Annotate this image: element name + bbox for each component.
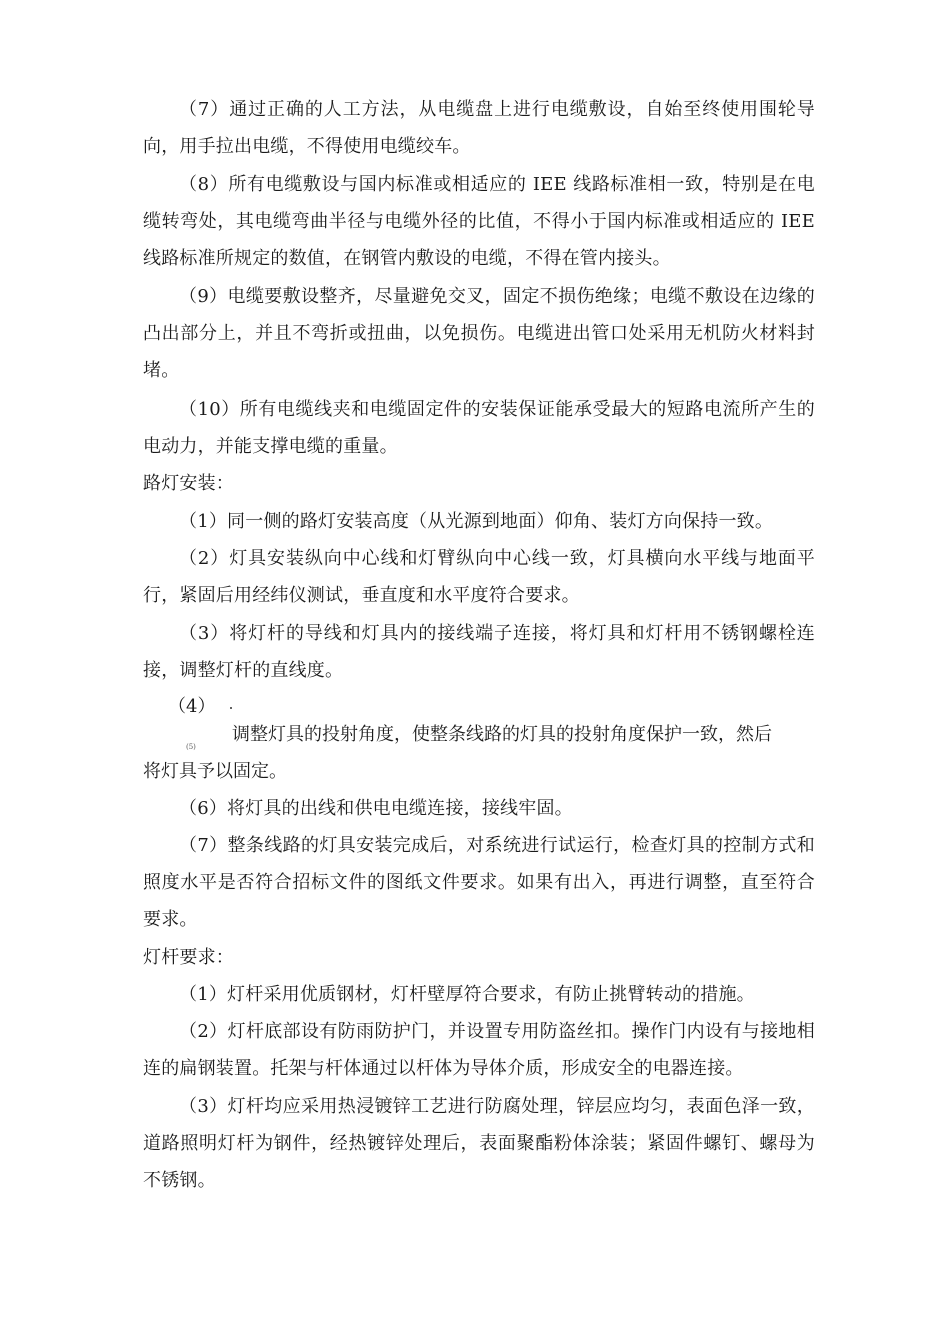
pole-step-3: （3）灯杆均应采用热浸镀锌工艺进行防腐处理，锌层应均匀，表面色泽一致，道路照明灯杆为钢件，经热镀锌处理后，表面聚酯粉体涂装；紧固件螺钉、螺母为不锈钢。 [143, 1096, 815, 1191]
lamp-step-4-number: （4） [168, 696, 216, 717]
stray-dot-mark [230, 707, 232, 709]
lamp-step-2: （2）灯具安装纵向中心线和灯臂纵向中心线一致，灯具横向水平线与地面平行，紧固后用经纬仪测试，垂直度和水平度符合要求。 [143, 548, 815, 606]
section-heading-lamp-install: 路灯安装： [143, 473, 234, 494]
lamp-step-5-small-mark: (5) [186, 743, 196, 751]
lamp-step-6: （6）将灯具的出线和供电电缆连接，接线牢固。 [179, 798, 573, 819]
paragraph-cable-7: （7）通过正确的人工方法，从电缆盘上进行电缆敷设，自始至终使用围轮导向，用手拉出电缆，不得使用电缆绞车。 [143, 99, 815, 157]
pole-step-2: （2）灯杆底部设有防雨防护门，并设置专用防盗丝扣。操作门内设有与接地相连的扁钢装置。托架与杆体通过以杆体为导体介质，形成安全的电器连接。 [143, 1021, 815, 1079]
paragraph-cable-9: （9）电缆要敷设整齐，尽量避免交叉，固定不损伤绝缘；电缆不敷设在边缘的凸出部分上，并且不弯折或扭曲，以免损伤。电缆进出管口处采用无机防火材料封堵。 [143, 286, 815, 381]
lamp-step-7: （7）整条线路的灯具安装完成后，对系统进行试运行，检查灯具的控制方式和照度水平是否符合招标文件的图纸文件要求。如果有出入，再进行调整，直至符合要求。 [143, 835, 815, 930]
pole-step-1: （1）灯杆采用优质钢材，灯杆壁厚符合要求，有防止挑臂转动的措施。 [179, 984, 755, 1005]
paragraph-cable-8: （8）所有电缆敷设与国内标准或相适应的 IEE 线路标准相一致，特别是在电缆转弯处，其电缆弯曲半径与电缆外径的比值，不得小于国内标准或相适应的 IEE 线路标准所规定的数值，在钢管内敷设的电缆，不得在管内接头。 [143, 174, 815, 269]
section-heading-pole-requirements: 灯杆要求： [143, 947, 234, 968]
paragraph-cable-10: （10）所有电缆线夹和电缆固定件的安装保证能承受最大的短路电流所产生的电动力，并能支撑电缆的重量。 [143, 399, 815, 457]
lamp-step-4-text-line-2: 将灯具予以固定。 [143, 761, 287, 782]
lamp-step-4-text-line-1: 调整灯具的投射角度，使整条线路的灯具的投射角度保护一致，然后 [232, 724, 772, 745]
lamp-step-3: （3）将灯杆的导线和灯具内的接线端子连接，将灯具和灯杆用不锈钢螺栓连接，调整灯杆的直线度。 [143, 623, 815, 681]
lamp-step-1: （1）同一侧的路灯安装高度（从光源到地面）仰角、装灯方向保持一致。 [179, 511, 774, 532]
